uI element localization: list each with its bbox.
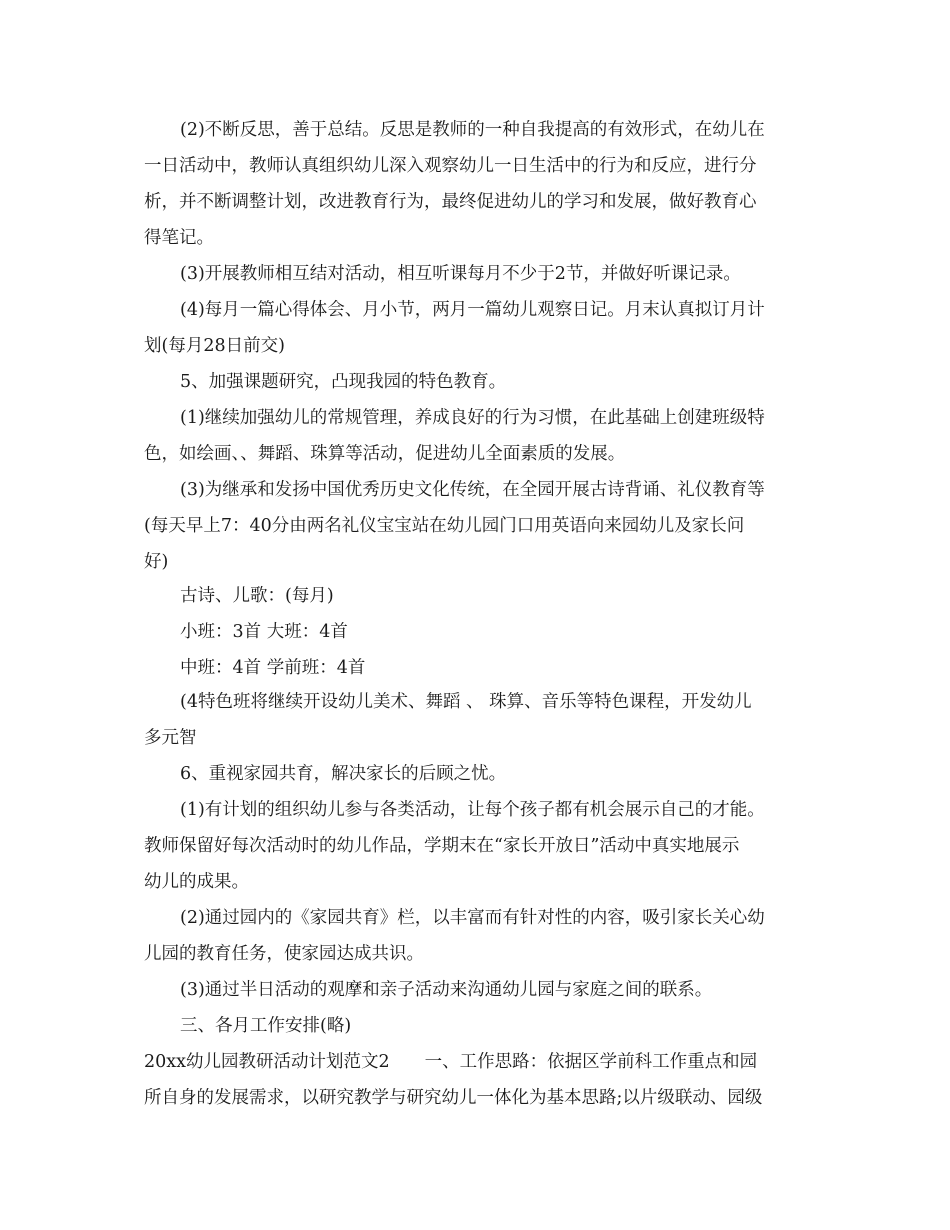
text-line: 多元智 <box>144 728 197 748</box>
text-line: 色，如绘画、、舞蹈、珠算等活动，促进幼儿全面素质的发展。 <box>144 444 626 464</box>
text-line: 20xx幼儿园教研活动计划范文2 一、工作思路：依据区学前科工作重点和园 <box>144 1052 758 1072</box>
text-line: (2)不断反思，善于总结。反思是教师的一种自我提高的有效形式，在幼儿在 <box>180 120 765 140</box>
text-line: 好) <box>144 552 169 572</box>
text-line: 5、加强课题研究，凸现我园的特色教育。 <box>180 372 507 392</box>
text-line: (3)为继承和发扬中国优秀历史文化传统，在全园开展古诗背诵、礼仪教育等 <box>180 480 765 500</box>
text-line: 析，并不断调整计划，改进教育行为，最终促进幼儿的学习和发展，做好教育心 <box>144 192 757 212</box>
text-line: 6、重视家园共育，解决家长的后顾之忧。 <box>180 764 507 784</box>
text-line: 中班：4首 学前班：4首 <box>180 658 366 678</box>
text-line: (3)开展教师相互结对活动，相互听课每月不少于2节，并做好听课记录。 <box>180 264 741 284</box>
text-line: (4)每月一篇心得体会、月小节，两月一篇幼儿观察日记。月末认真拟订月计 <box>180 300 765 320</box>
text-line: (1)继续加强幼儿的常规管理，养成良好的行为习惯，在此基础上创建班级特 <box>180 408 765 428</box>
text-line: 教师保留好每次活动时的幼儿作品，学期末在“家长开放日”活动中真实地展示 <box>144 836 740 856</box>
text-line: 得笔记。 <box>144 228 214 248</box>
text-line: (每天早上7：40分由两名礼仪宝宝站在幼儿园门口用英语向来园幼儿及家长问 <box>144 516 745 536</box>
text-line: 所自身的发展需求，以研究教学与研究幼儿一体化为基本思路;以片级联动、园级 <box>144 1088 763 1108</box>
text-line: 古诗、儿歌：(每月) <box>180 586 334 606</box>
text-line: (1)有计划的组织幼儿参与各类活动，让每个孩子都有机会展示自己的才能。 <box>180 800 765 820</box>
text-line: 划(每月28日前交) <box>144 336 285 356</box>
text-line: 一日活动中，教师认真组织幼儿深入观察幼儿一日生活中的行为和反应，进行分 <box>144 156 757 176</box>
text-line: 三、各月工作安排(略) <box>180 1016 352 1036</box>
text-line: (3)通过半日活动的观摩和亲子活动来沟通幼儿园与家庭之间的联系。 <box>180 980 713 1000</box>
text-line: (2)通过园内的《家园共育》栏，以丰富而有针对性的内容，吸引家长关心幼 <box>180 908 765 928</box>
text-line: 幼儿的成果。 <box>144 872 249 892</box>
text-line: (4特色班将继续开设幼儿美术、舞蹈 、 珠算、音乐等特色课程，开发幼儿 <box>180 692 752 712</box>
text-line: 小班：3首 大班：4首 <box>180 622 348 642</box>
text-line: 儿园的教育任务，使家园达成共识。 <box>144 944 424 964</box>
